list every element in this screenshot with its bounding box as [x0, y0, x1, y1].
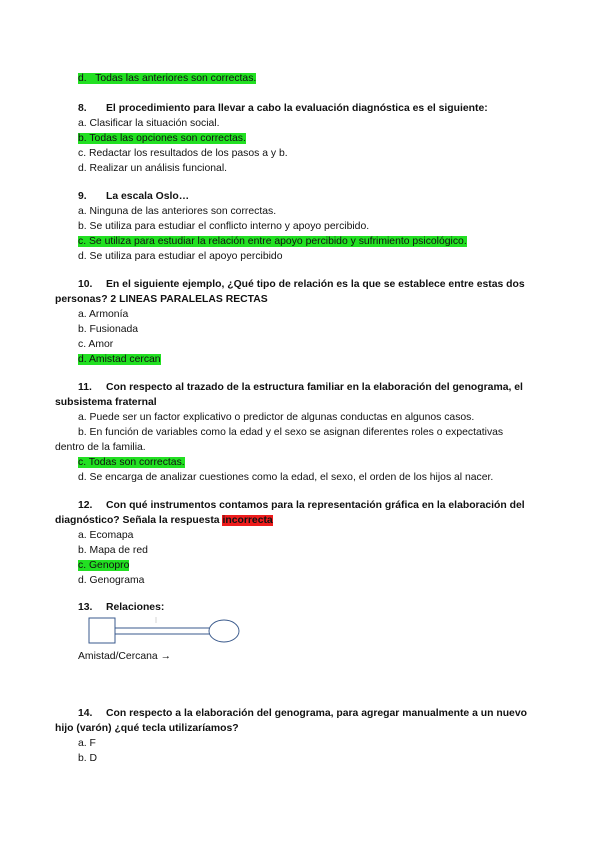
q11-option-c: c. Todas son correctas. [78, 457, 185, 468]
incorrect-highlight: incorrecta [222, 515, 273, 526]
q7-option-d [78, 72, 256, 85]
q9-option-c: c. Se utiliza para estudiar la relación entre apoyo percibido y sufrimiento psicológico. [78, 236, 467, 247]
q13-question: 13. Relaciones: [78, 602, 165, 613]
q9-option-b: b. Se utiliza para estudiar el conflicto interno y apoyo percibido. [78, 221, 370, 232]
q10-option-d: d. Amistad cercan [78, 354, 161, 365]
q8-question: 8. El procedimiento para llevar a cabo la evaluación diagnóstica es el siguiente: [78, 103, 488, 114]
q11-option-a: a. Puede ser un factor explicativo o predictor de algunas conductas en algunos casos. [78, 412, 475, 423]
q9-option-d: d. Se utiliza para estudiar el apoyo percibido [78, 251, 283, 262]
q11-option-b-continued: dentro de la familia. [55, 442, 146, 453]
q8-option-d: d. Realizar un análisis funcional. [78, 163, 228, 174]
q12-option-a: a. Ecomapa [78, 530, 134, 541]
q10-question-line2: personas? 2 LINEAS PARALELAS RECTAS [55, 294, 268, 305]
q14-question-line2: hijo (varón) ¿qué tecla utilizaríamos? [55, 723, 239, 734]
q13-caption: Amistad/Cercana → [78, 651, 171, 662]
genogram-relationship-diagram [88, 615, 248, 645]
q12-question-line2: diagnóstico? Señala la respuesta incorrecta [55, 515, 273, 526]
female-circle-symbol [209, 620, 239, 642]
q12-option-c: c. Genopro [78, 560, 130, 571]
q11-question-line2: subsistema fraternal [55, 397, 157, 408]
q10-option-c: c. Amor [78, 339, 114, 350]
q12-question-line1: 12. Con qué instrumentos contamos para la representación gráfica en la elaboración del [78, 500, 525, 511]
q8-option-c: c. Redactar los resultados de los pasos a y b. [78, 148, 288, 159]
q11-question-line1: 11. Con respecto al trazado de la estructura familiar en la elaboración del genograma, el [78, 382, 523, 393]
male-square-symbol [89, 618, 115, 643]
q14-option-b: b. D [78, 753, 98, 764]
q12-option-b: b. Mapa de red [78, 545, 148, 556]
q9-question: 9. La escala Oslo… [78, 191, 190, 202]
q11-option-b: b. En función de variables como la edad y el sexo se asignan diferentes roles o expectativas [78, 427, 504, 438]
q10-option-b: b. Fusionada [78, 324, 139, 335]
q11-option-d: d. Se encarga de analizar cuestiones como la edad, el sexo, el orden de los hijos al nacer. [78, 472, 494, 483]
correct-highlight: d. Todas las anteriores son correctas. [78, 73, 257, 84]
q14-option-a: a. F [78, 738, 96, 749]
q8-option-a: a. Clasificar la situación social. [78, 118, 220, 129]
q10-question-line1: 10. En el siguiente ejemplo, ¿Qué tipo de relación es la que se establece entre estas dos [78, 279, 525, 290]
q8-option-b: b. Todas las opciones son correctas. [78, 133, 246, 144]
q14-question-line1: 14. Con respecto a la elaboración del genograma, para agregar manualmente a un nuevo [78, 708, 527, 719]
q12-option-d: d. Genograma [78, 575, 145, 586]
q10-option-a: a. Armonía [78, 309, 129, 320]
q9-option-a: a. Ninguna de las anteriores son correctas. [78, 206, 277, 217]
